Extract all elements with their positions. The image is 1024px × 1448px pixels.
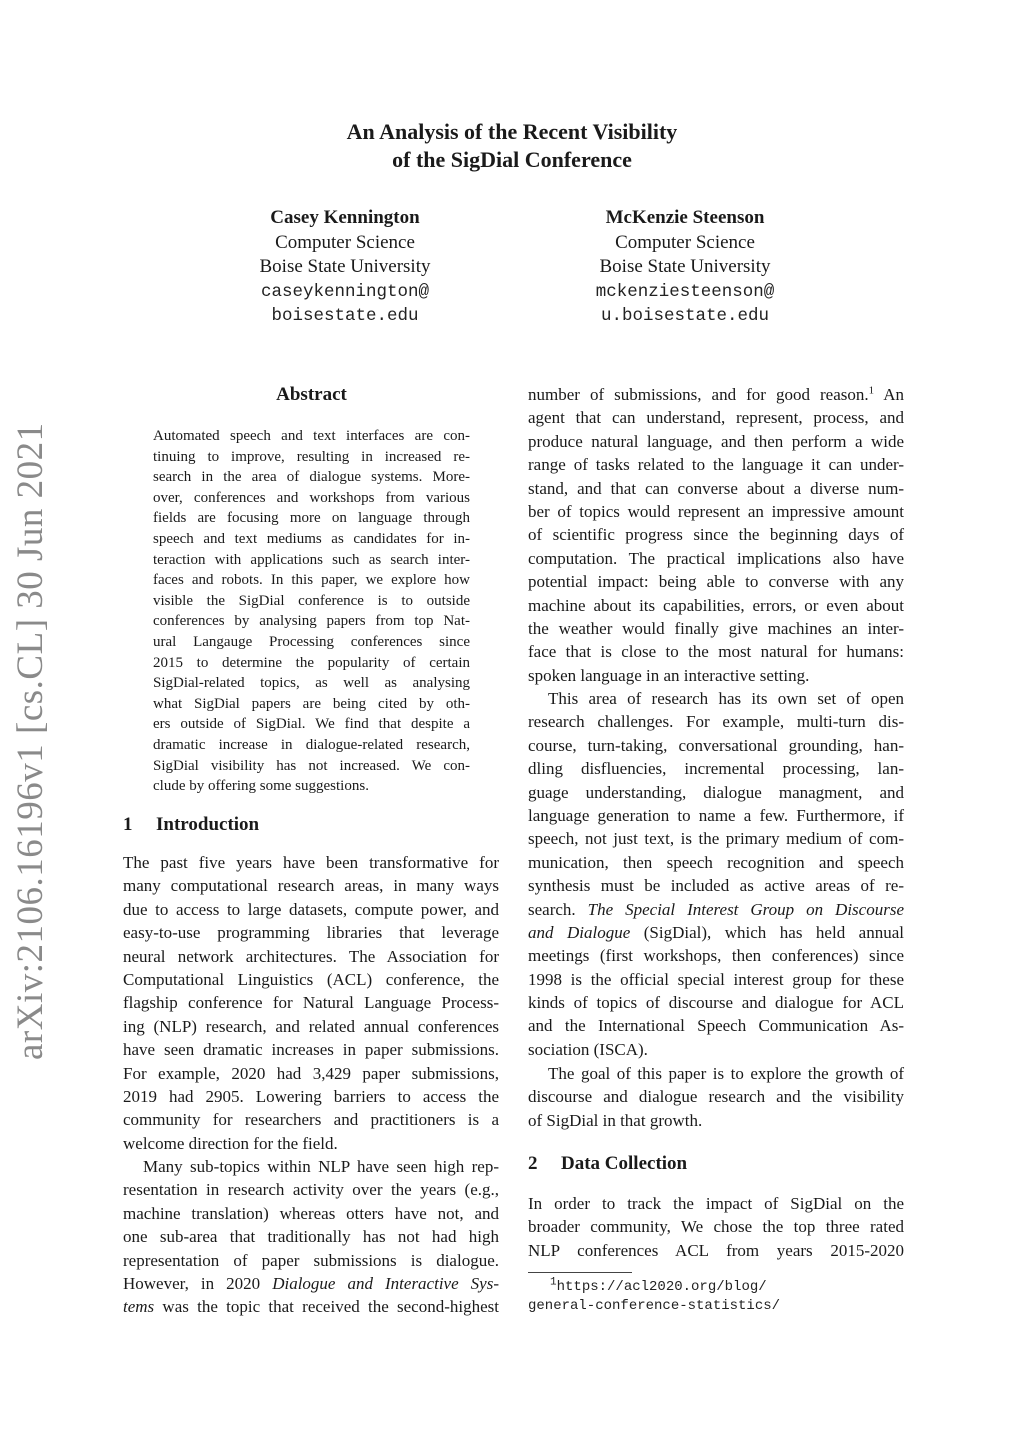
abstract-line: dramatic increase in dialogue-related research, xyxy=(153,736,470,753)
abstract-line: over, conferences and workshops from various xyxy=(153,489,470,506)
author-email-line-2: u.boisestate.edu xyxy=(600,306,770,326)
text-line xyxy=(528,921,904,944)
section-title: Data Collection xyxy=(561,1153,688,1174)
author-email-line-2: boisestate.edu xyxy=(271,306,419,326)
text-line: broader community, We chose the top three rated xyxy=(528,1217,904,1237)
text-line: welcome direction for the field. xyxy=(123,1133,338,1153)
right-paragraph-4 xyxy=(528,1192,904,1262)
text-run: However, in 2020 xyxy=(123,1273,273,1293)
section-heading-introduction xyxy=(123,814,259,836)
text-run: search. xyxy=(528,899,588,919)
section-number: 2 xyxy=(528,1153,538,1174)
abstract-line: SigDial visibility has not increased. We con- xyxy=(153,757,470,774)
text-line: The past five years have been transformative for xyxy=(123,853,499,872)
text-line: dling disfluencies, incremental processing, lan- xyxy=(528,759,904,779)
footnote-url-part-1[interactable]: https://acl2020.org/blog/ xyxy=(556,1279,767,1295)
abstract-heading: Abstract xyxy=(276,384,347,405)
text-line: resentation in research activity over the years (e.g., xyxy=(123,1180,499,1200)
author-dept: Computer Science xyxy=(275,231,415,253)
text-line: many computational research areas, in many ways xyxy=(123,876,499,896)
text-line: ber of topics would represent an impressive amount xyxy=(528,501,904,521)
abstract-line: 2015 to determine the popularity of certain xyxy=(153,654,470,671)
text-line: language generation to name a few. Furthermore, if xyxy=(528,805,904,825)
author-1 xyxy=(195,206,495,329)
text-line: produce natural language, and then perform a wide xyxy=(528,431,904,451)
text-run: An xyxy=(874,385,904,404)
italic-text: tems xyxy=(123,1297,155,1317)
text-run: was the topic that received the second-highest xyxy=(154,1297,499,1317)
footnote xyxy=(528,1278,928,1316)
text-line: synthesis must be included as active areas of re- xyxy=(528,876,904,896)
text-line: easy-to-use programming libraries that leverage xyxy=(123,923,499,943)
text-line: This area of research has its own set of open xyxy=(548,689,904,708)
text-line: of SigDial in that growth. xyxy=(528,1110,703,1130)
text-line: research challenges. For example, multi-turn dis- xyxy=(528,712,904,732)
abstract-line: faces and robots. In this paper, we explore how xyxy=(153,572,470,589)
paper-title xyxy=(0,118,1024,174)
text-line: 2019 had 2905. Lowering barriers to access the xyxy=(123,1086,499,1106)
right-paragraph-3 xyxy=(528,1062,904,1132)
footnote-number: 1 xyxy=(550,1276,557,1289)
abstract-line: what SigDial papers are being cited by oth- xyxy=(153,695,470,712)
text-line: and the International Speech Communication As- xyxy=(528,1016,904,1036)
intro-paragraph-1 xyxy=(123,851,499,1155)
author-email-line-1: caseykennington@ xyxy=(260,281,430,302)
abstract-body xyxy=(153,426,470,797)
text-line: due to access to large datasets, compute power, and xyxy=(123,899,499,919)
text-line: The goal of this paper is to explore the growth of xyxy=(548,1064,904,1083)
abstract-line: visible the SigDial conference is to outside xyxy=(153,592,470,609)
text-line: agent that can understand, represent, process, and xyxy=(528,408,904,428)
author-dept: Computer Science xyxy=(615,231,755,253)
abstract-line: teraction with applications such as search inter- xyxy=(153,551,470,568)
text-line xyxy=(123,1295,499,1318)
italic-text: Dialogue and Interactive Sys- xyxy=(272,1273,499,1293)
text-line xyxy=(123,1272,499,1295)
text-line: face that is close to the most natural for humans: xyxy=(528,642,904,662)
author-email-line-1: mckenziesteenson@ xyxy=(595,281,775,302)
abstract-line: conferences by analysing papers from top Nat- xyxy=(153,613,470,630)
text-line: of scientific progress since the beginning days of xyxy=(528,525,904,545)
footnote-marker: 1 xyxy=(868,384,875,397)
arxiv-identifier: arXiv:2106.16196v1 [cs.CL] 30 Jun 2021 xyxy=(10,422,51,1060)
title-line-2: of the SigDial Conference xyxy=(392,147,632,172)
text-line: sociation (ISCA). xyxy=(528,1039,648,1059)
text-line: speech, not just text, is the primary medium of com- xyxy=(528,829,904,849)
abstract-line: ers outside of SigDial. We find that despite a xyxy=(153,716,470,733)
text-line: spoken language in an interactive setting. xyxy=(528,665,810,685)
text-line: In order to track the impact of SigDial on the xyxy=(528,1194,904,1213)
text-line: 1998 is the official special interest group for these xyxy=(528,969,904,989)
footnote-divider xyxy=(528,1272,632,1273)
abstract-line: speech and text mediums as candidates for in- xyxy=(153,530,470,547)
text-line: Computational Linguistics (ACL) conference, the xyxy=(123,969,499,989)
author-institution: Boise State University xyxy=(599,256,771,277)
abstract-line: tinuing to improve, resulting in increased re- xyxy=(153,448,470,465)
text-line: potential impact: being able to converse with any xyxy=(528,572,904,592)
text-line: range of tasks related to the language it can under- xyxy=(528,455,904,475)
text-line: machine translation) whereas otters have not, and xyxy=(123,1203,499,1223)
text-run: (SigDial), which has held annual xyxy=(630,922,904,942)
text-line: meetings (first workshops, then conferences) since xyxy=(528,946,904,966)
text-line: course, turn-taking, conversational grounding, han- xyxy=(528,735,904,755)
text-run: number of submissions, and for good reason. xyxy=(528,385,869,404)
text-line: computation. The practical implications also have xyxy=(528,548,904,568)
author-name: Casey Kennington xyxy=(270,207,420,228)
abstract-line: search in the area of dialogue systems. More- xyxy=(153,469,470,486)
text-line: ing (NLP) research, and related annual conferences xyxy=(123,1016,499,1036)
text-line xyxy=(528,383,904,406)
abstract-line: fields are focusing more on language through xyxy=(153,510,470,527)
author-institution: Boise State University xyxy=(259,256,431,277)
text-line: machine about its capabilities, errors, or even about xyxy=(528,595,904,615)
text-line: flagship conference for Natural Language Process- xyxy=(123,993,499,1013)
intro-paragraph-2 xyxy=(123,1155,499,1319)
title-line-1: An Analysis of the Recent Visibility xyxy=(346,119,678,144)
text-line: For example, 2020 had 3,429 paper submissions, xyxy=(123,1063,499,1083)
text-line: have seen dramatic increases in paper submissions. xyxy=(123,1040,499,1060)
italic-text: The Special Interest Group on Discourse xyxy=(587,899,904,919)
right-paragraph-1 xyxy=(528,383,904,687)
text-line: guage understanding, dialogue managment, and xyxy=(528,782,904,802)
text-line: NLP conferences ACL from years 2015-2020 xyxy=(528,1240,904,1260)
text-line: one sub-area that traditionally has not had high xyxy=(123,1227,499,1247)
footnote-url-part-2[interactable]: general-conference-statistics/ xyxy=(528,1298,781,1314)
section-title: Introduction xyxy=(156,814,260,835)
abstract-line: SigDial-related topics, as well as analysing xyxy=(153,675,470,692)
section-heading-data-collection xyxy=(528,1153,687,1175)
footnote-line xyxy=(528,1278,928,1297)
section-number: 1 xyxy=(123,814,133,835)
text-line: representation of paper submissions is dialogue. xyxy=(123,1250,499,1270)
author-name: McKenzie Steenson xyxy=(605,207,765,228)
text-line: munication, then speech recognition and speech xyxy=(528,852,904,872)
author-2 xyxy=(535,206,835,329)
text-line: kinds of topics of discourse and dialogue for ACL xyxy=(528,993,904,1013)
text-line: the weather would finally give machines an inter- xyxy=(528,618,904,638)
abstract-line: clude by offering some suggestions. xyxy=(153,778,369,795)
text-line: neural network architectures. The Association for xyxy=(123,946,499,966)
text-line xyxy=(528,898,904,921)
text-line: discourse and dialogue research and the visibility xyxy=(528,1087,904,1107)
text-line: Many sub-topics within NLP have seen high rep- xyxy=(143,1157,499,1176)
abstract-line: Automated speech and text interfaces are con- xyxy=(153,428,470,444)
italic-text: and Dialogue xyxy=(528,922,631,942)
text-line: community for researchers and practitioners is a xyxy=(123,1110,499,1130)
right-paragraph-2 xyxy=(528,687,904,1061)
text-line: stand, and that can converse about a diverse num- xyxy=(528,478,904,498)
abstract-line: ural Langauge Processing conferences since xyxy=(153,633,470,650)
